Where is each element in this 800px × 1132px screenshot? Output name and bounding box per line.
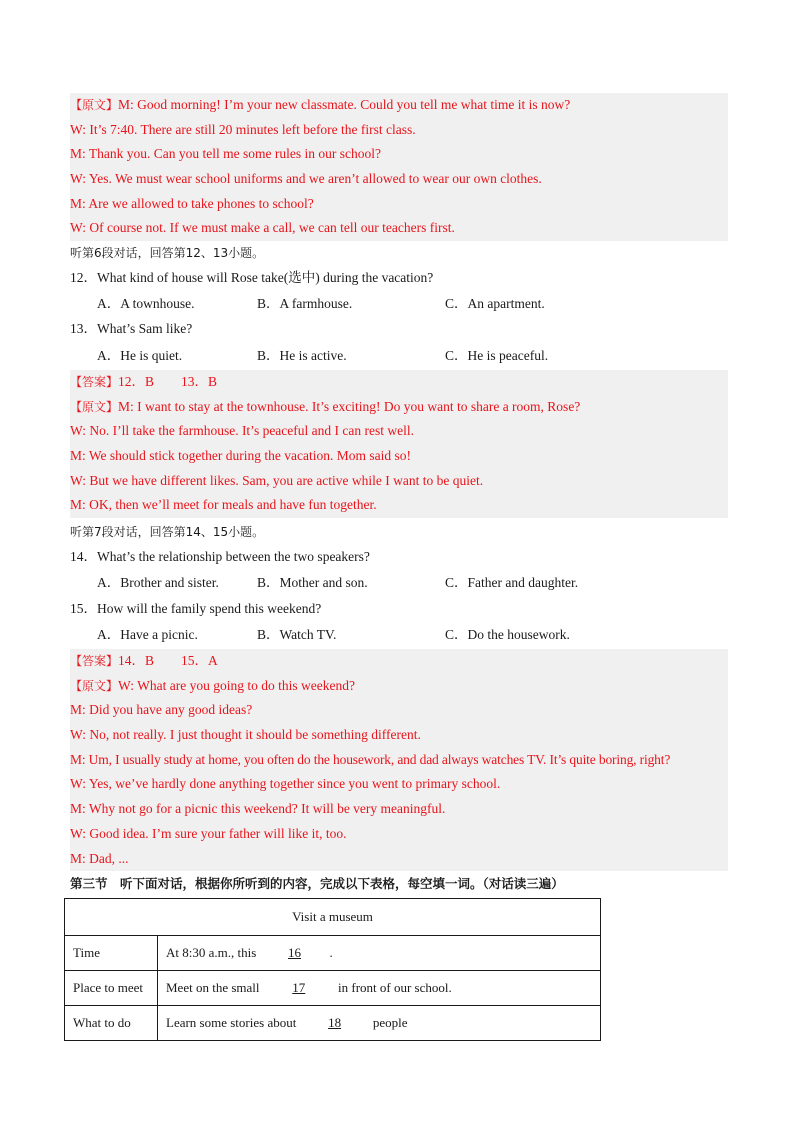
transcript-block-1: [70, 93, 728, 241]
transcript-line: W: Yes, we’ve hardly done anything together since you went to primary school.: [70, 776, 501, 792]
option-15-b: B．Watch TV.: [257, 627, 337, 642]
row-label: Time: [65, 936, 158, 971]
transcript-line: W: Yes. We must wear school uniforms and we aren’t allowed to wear our own clothes.: [70, 171, 542, 187]
answer-line: 【答案】12．B 13．B: [70, 374, 218, 389]
question-13: 13．What’s Sam like?: [70, 321, 193, 336]
transcript-line: M: Um, I usually study at home, you often do the housework, and dad always watches TV. It’s quite boring, right?: [70, 751, 671, 767]
transcript-line: 【原文】M: Good morning! I’m your new classmate. Could you tell me what time it is now?: [70, 97, 571, 112]
transcript-line: W: Good idea. I’m sure your father will like it, too.: [70, 825, 347, 841]
section-6-intro: 听第6段对话，回答第12、13小题。: [70, 246, 265, 260]
transcript-line: M: Did you have any good ideas?: [70, 702, 253, 718]
transcript-line: W: It’s 7:40. There are still 20 minutes left before the first class.: [70, 121, 416, 137]
answer-block-7: [70, 649, 728, 871]
blank-16: 16: [288, 945, 302, 960]
section-7-intro: 听第7段对话，回答第14、15小题。: [70, 525, 265, 539]
answer-line: 【答案】14．B 15．A: [70, 653, 218, 668]
option-13-a: A．He is quiet.: [97, 348, 183, 363]
option-13-b: B．He is active.: [257, 348, 347, 363]
transcript-line: W: No, not really. I just thought it should be something different.: [70, 727, 421, 743]
option-12-b: B．A farmhouse.: [257, 296, 353, 311]
option-12-a: A．A townhouse.: [97, 296, 195, 311]
row-label: Place to meet: [65, 971, 158, 1006]
row-content: Meet on the small 17 in front of our school.: [158, 971, 601, 1006]
row-label: What to do: [65, 1006, 158, 1041]
option-14-b: B．Mother and son.: [257, 575, 368, 590]
part3-heading: 第三节 听下面对话，根据你所听到的内容，完成以下表格，每空填一词。（对话读三遍）: [70, 876, 564, 891]
question-12: 12．What kind of house will Rose take(选中) during the vacation?: [70, 270, 434, 285]
transcript-line: M: Are we allowed to take phones to school?: [70, 195, 314, 211]
transcript-line: W: Of course not. If we must make a call, we can tell our teachers first.: [70, 220, 455, 236]
question-15: 15．How will the family spend this weekend?: [70, 601, 322, 616]
blank-18: 18: [328, 1015, 342, 1030]
row-content: At 8:30 a.m., this 16 .: [158, 936, 601, 971]
transcript-line: M: OK, then we’ll meet for meals and have fun together.: [70, 497, 377, 513]
transcript-line: 【原文】W: What are you going to do this weekend?: [70, 677, 355, 693]
transcript-line: M: Thank you. Can you tell me some rules in our school?: [70, 146, 381, 162]
option-15-a: A．Have a picnic.: [97, 627, 198, 642]
transcript-line: M: We should stick together during the vacation. Mom said so!: [70, 448, 411, 464]
option-14-a: A．Brother and sister.: [97, 575, 219, 590]
table-row: [65, 971, 601, 1006]
answer-block-6: [70, 370, 728, 518]
transcript-line: W: No. I’ll take the farmhouse. It’s peaceful and I can rest well.: [70, 423, 414, 439]
option-15-c: C．Do the housework.: [445, 627, 570, 642]
option-14-c: C．Father and daughter.: [445, 575, 579, 590]
question-14: 14．What’s the relationship between the two speakers?: [70, 549, 370, 564]
transcript-line: M: Why not go for a picnic this weekend? It will be very meaningful.: [70, 801, 446, 817]
table-row: [65, 1006, 601, 1041]
row-content: Learn some stories about 18 people: [158, 1006, 601, 1041]
museum-table: [64, 898, 601, 1041]
blank-17: 17: [292, 980, 306, 995]
transcript-line: M: Dad, ...: [70, 850, 129, 866]
table-title: Visit a museum: [65, 899, 601, 936]
table-row: [65, 936, 601, 971]
transcript-line: 【原文】M: I want to stay at the townhouse. It’s exciting! Do you want to share a room, Rose?: [70, 398, 581, 414]
transcript-line: W: But we have different likes. Sam, you are active while I want to be quiet.: [70, 472, 484, 488]
option-12-c: C．An apartment.: [445, 296, 545, 311]
option-13-c: C．He is peaceful.: [445, 348, 549, 363]
